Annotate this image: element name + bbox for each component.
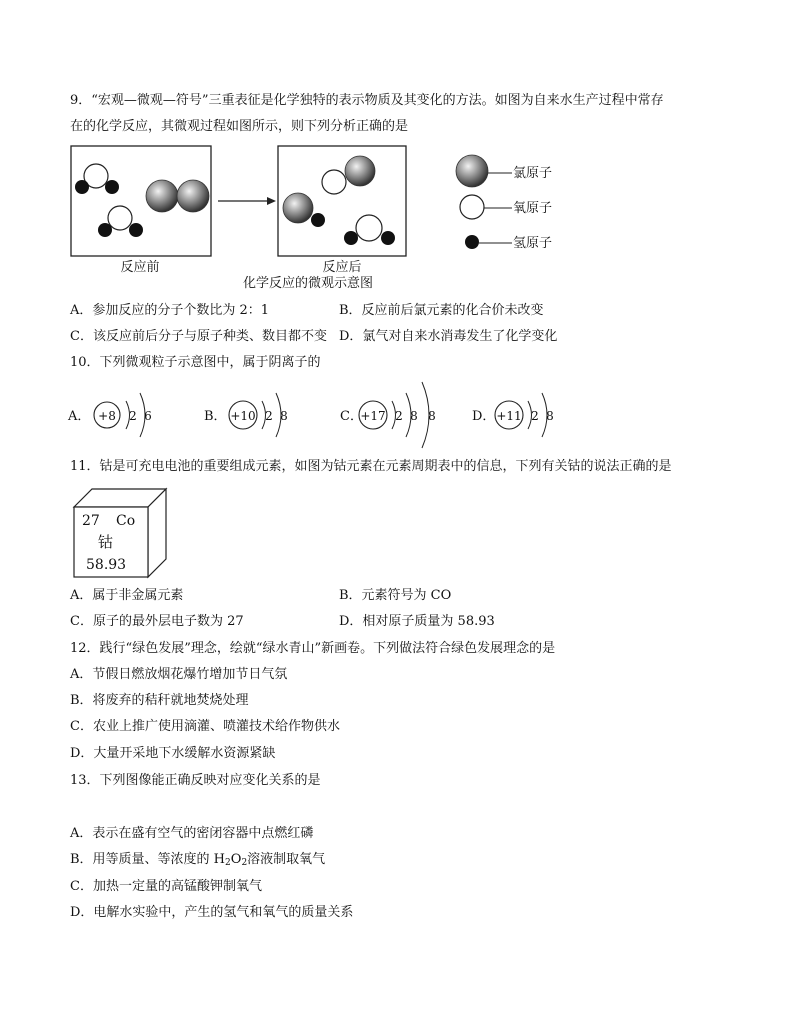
- q10-option-b: [204, 393, 288, 437]
- q13-option-c: C．加热一定量的高锰酸钾制氧气: [70, 879, 262, 894]
- q11-stem: 11．钴是可充电电池的重要组成元素，如图为钴元素在元素周期表中的信息，下列有关钴的说法正确的是: [70, 459, 672, 474]
- q11-option-d: D．相对原子质量为 58.93: [339, 614, 495, 629]
- svg-text:+10: +10: [230, 409, 256, 423]
- legend-oxygen: [460, 195, 552, 219]
- after-label: 反应后: [322, 260, 362, 275]
- element-name: 钴: [98, 533, 114, 551]
- q11-element-cell: [70, 485, 170, 581]
- element-symbol: Co: [116, 513, 136, 529]
- q13-option-b: B．用等质量、等浓度的 $H_2O_2$溶液制取氧气: [70, 852, 326, 868]
- q9-stem-line1: 9．“宏观—微观—符号”三重表征是化学独特的表示物质及其变化的方法。如图为自来水生产过程中常存: [70, 93, 664, 108]
- before-label: 反应前: [120, 260, 160, 275]
- svg-text:8: 8: [546, 409, 554, 423]
- q9-stem-line2: 在的化学反应，其微观过程如图所示，则下列分析正确的是: [70, 119, 409, 134]
- q11-option-a: A．属于非金属元素: [70, 588, 184, 603]
- q10-atom-diagrams: [66, 378, 586, 450]
- svg-text:8: 8: [428, 409, 436, 423]
- legend-chlorine: [456, 155, 552, 187]
- q12-option-b: B．将废弃的秸秆就地焚烧处理: [70, 693, 249, 708]
- q10-stem: 10．下列微观粒子示意图中，属于阴离子的: [70, 355, 321, 370]
- svg-text:2: 2: [265, 409, 273, 423]
- svg-text:8: 8: [280, 409, 288, 423]
- svg-text:A．: A．: [68, 409, 91, 424]
- q12-option-d: D．大量开采地下水缓解水资源紧缺: [70, 746, 276, 761]
- diagram-caption: 化学反应的微观示意图: [242, 276, 374, 291]
- element-number: 27: [82, 513, 100, 529]
- q10-option-d: [472, 393, 554, 437]
- q11-option-b: B．元素符号为 CO: [339, 588, 452, 603]
- svg-text:8: 8: [410, 409, 418, 423]
- svg-text:+8: +8: [98, 409, 116, 423]
- svg-text:C．: C．: [340, 409, 363, 424]
- q9-reaction-diagram: [70, 144, 570, 294]
- svg-text:氢原子: 氢原子: [513, 236, 553, 251]
- before-molecules: [75, 164, 209, 237]
- after-molecules: [283, 156, 395, 245]
- svg-text:+11: +11: [496, 409, 522, 423]
- svg-text:2: 2: [395, 409, 403, 423]
- svg-text:氯原子: 氯原子: [513, 166, 553, 181]
- q9-option-d: D．氯气对自来水消毒发生了化学变化: [339, 329, 558, 344]
- legend-hydrogen: [465, 235, 552, 251]
- q12-option-a: A．节假日燃放烟花爆竹增加节日气氛: [70, 667, 288, 682]
- q12-option-c: C．农业上推广使用滴灌、喷灌技术给作物供水: [70, 719, 340, 734]
- q11-option-c: C．原子的最外层电子数为 27: [70, 614, 244, 629]
- svg-text:氧原子: 氧原子: [513, 201, 553, 216]
- svg-text:B．: B．: [204, 409, 227, 424]
- q9-option-b: B．反应前后氯元素的化合价未改变: [339, 303, 544, 318]
- svg-text:6: 6: [144, 409, 152, 423]
- q10-option-c: [340, 382, 436, 448]
- q9-option-c: C．该反应前后分子与原子种类、数目都不变: [70, 329, 327, 344]
- q13-option-d: D．电解水实验中，产生的氢气和氧气的质量关系: [70, 905, 354, 920]
- svg-text:D．: D．: [472, 409, 496, 424]
- q10-option-a: [67, 393, 152, 437]
- svg-text:+17: +17: [360, 409, 386, 423]
- q12-stem: 12．践行“绿色发展”理念，绘就“绿水青山”新画卷。下列做法符合绿色发展理念的是: [70, 641, 556, 656]
- svg-text:2: 2: [129, 409, 137, 423]
- element-mass: 58.93: [86, 557, 127, 573]
- q13-option-a: A．表示在盛有空气的密闭容器中点燃红磷: [70, 826, 314, 841]
- svg-text:2: 2: [531, 409, 539, 423]
- q13-stem: 13．下列图像能正确反映对应变化关系的是: [70, 773, 321, 788]
- q9-option-a: A．参加反应的分子个数比为 2：1: [70, 303, 270, 318]
